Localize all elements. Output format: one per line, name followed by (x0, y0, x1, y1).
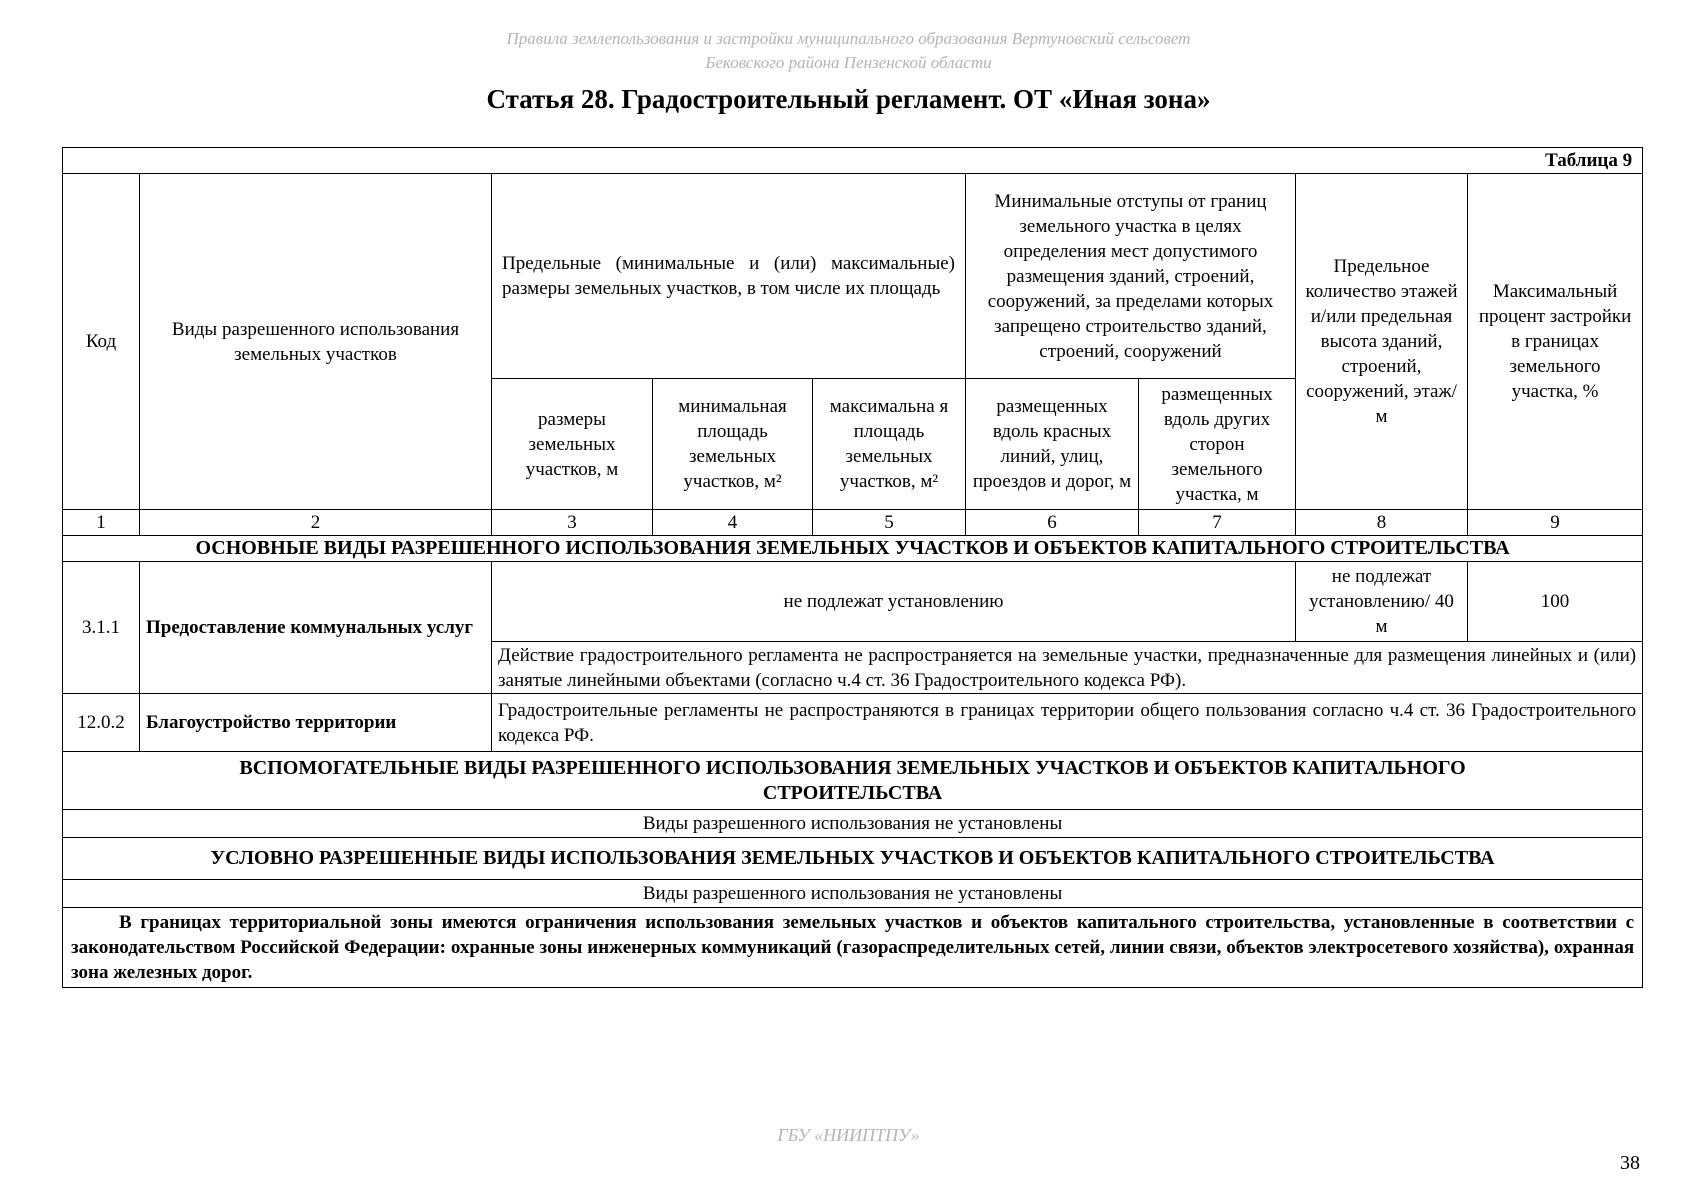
column-number: 1 (63, 510, 140, 536)
row-note: Действие градостроительного регламента не распространяется на земельные участки, предназначенные для размещения линейных и (или) занятые линейными объектами (согласно ч.4 ст. 36 Градостроительного кодекса РФ). (492, 642, 1643, 694)
header-types: Виды разрешенного использования земельных участков (140, 174, 492, 510)
column-number: 8 (1296, 510, 1468, 536)
header-sub-other-sides: размещенных вдоль других сторон земельного участка, м (1139, 379, 1296, 510)
row-percent-value: 100 (1468, 562, 1643, 642)
column-number: 5 (813, 510, 966, 536)
section-auxiliary-title: ВСПОМОГАТЕЛЬНЫЕ ВИДЫ РАЗРЕШЕННОГО ИСПОЛЬЗОВАНИЯ ЗЕМЕЛЬНЫХ УЧАСТКОВ И ОБЪЕКТОВ КАПИТАЛЬНОГО СТРОИТЕЛЬСТВА (63, 752, 1643, 810)
column-number: 9 (1468, 510, 1643, 536)
header-sub-sizes: размеры земельных участков, м (492, 379, 653, 510)
running-header-line-2: Бековского района Пензенской области (705, 53, 992, 72)
header-sizes-group: Предельные (минимальные и (или) максимальные) размеры земельных участков, в том числе их площадь (492, 174, 966, 379)
table-number: Таблица 9 (63, 148, 1643, 174)
running-header-line-1: Правила землепользования и застройки муниципального образования Вертуновский сельсовет (506, 29, 1191, 48)
restrictions-note: В границах территориальной зоны имеются ограничения использования земельных участков и объектов капитального строительства, установленные в соответствии с законодательством Российской Федерации: охранные зоны инженерных коммуникаций (газораспределительных сетей, линии связи, объектов электросетевого хозяйства), охранная зона железных дорог. (63, 908, 1643, 988)
column-number: 3 (492, 510, 653, 536)
row-code: 3.1.1 (63, 562, 140, 694)
section-auxiliary-note: Виды разрешенного использования не установлены (63, 810, 1643, 838)
article-title: Статья 28. Градостроительный регламент. ОТ «Иная зона» (486, 84, 1211, 114)
header-max-percent: Максимальный процент застройки в границах земельного участка, % (1468, 174, 1643, 510)
organization-footer: ГБУ «НИИПТПУ» (777, 1125, 920, 1145)
column-number: 2 (140, 510, 492, 536)
section-conditional-note: Виды разрешенного использования не установлены (63, 880, 1643, 908)
regulation-table (62, 147, 1643, 988)
row-name: Благоустройство территории (140, 694, 492, 752)
row-sizes-value: не подлежат установлению (492, 562, 1296, 642)
column-number: 6 (966, 510, 1139, 536)
header-setbacks-group: Минимальные отступы от границ земельного участка в целях определения мест допустимого размещения зданий, строений, сооружений, за пределами которых запрещено строительство зданий, строений, сооружений (966, 174, 1296, 379)
header-sub-min-area: минимальная площадь земельных участков, м² (653, 379, 813, 510)
column-number: 4 (653, 510, 813, 536)
row-note: Градостроительные регламенты не распространяются в границах территории общего пользования согласно ч.4 ст. 36 Градостроительного кодекса РФ. (492, 694, 1643, 752)
header-floors: Предельное количество этажей и/или предельная высота зданий, строений, сооружений, этаж/м (1296, 174, 1468, 510)
row-code: 12.0.2 (63, 694, 140, 752)
column-number: 7 (1139, 510, 1296, 536)
section-conditional-title: УСЛОВНО РАЗРЕШЕННЫЕ ВИДЫ ИСПОЛЬЗОВАНИЯ ЗЕМЕЛЬНЫХ УЧАСТКОВ И ОБЪЕКТОВ КАПИТАЛЬНОГО СТРОИТЕЛЬСТВА (63, 838, 1643, 880)
row-floors-value: не подлежат установлению/ 40 м (1296, 562, 1468, 642)
header-sub-red-lines: размещенных вдоль красных линий, улиц, проездов и дорог, м (966, 379, 1139, 510)
page-number: 38 (1620, 1152, 1640, 1174)
header-code: Код (63, 174, 140, 510)
header-sub-max-area: максимальна я площадь земельных участков, м² (813, 379, 966, 510)
section-main-title: ОСНОВНЫЕ ВИДЫ РАЗРЕШЕННОГО ИСПОЛЬЗОВАНИЯ ЗЕМЕЛЬНЫХ УЧАСТКОВ И ОБЪЕКТОВ КАПИТАЛЬНОГО СТРОИТЕЛЬСТВА (63, 536, 1643, 562)
row-name: Предоставление коммунальных услуг (140, 562, 492, 694)
